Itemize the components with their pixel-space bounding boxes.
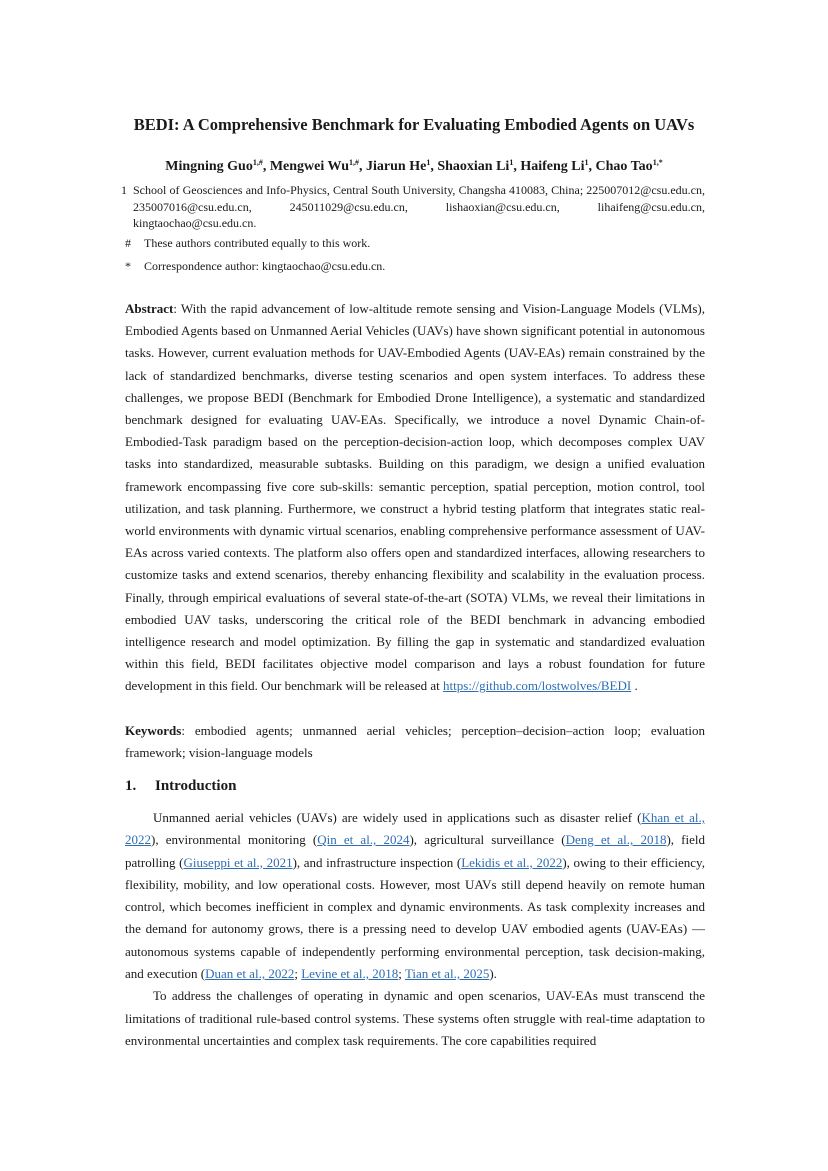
equal-contribution-note	[125, 235, 705, 251]
note-text: These authors contributed equally to this work.	[144, 236, 371, 250]
author-list	[100, 153, 728, 177]
note-mark: *	[125, 259, 131, 273]
citation-link[interactable]: Levine et al., 2018	[301, 966, 399, 982]
keywords-text: : embodied agents; unmanned aerial vehicles; perception–decision–action loop; evaluation framework; vision-language models	[125, 723, 705, 760]
repository-link[interactable]: https://github.com/lostwolves/BEDI	[443, 678, 632, 694]
citation-link[interactable]: Tian et al., 2025	[404, 966, 490, 982]
author: Jiarun He$^1$,	[366, 158, 438, 174]
author: Shaoxian Li$^1$,	[437, 158, 521, 174]
citation-link[interactable]: Lekidis et al., 2022	[461, 854, 563, 870]
affiliation	[121, 182, 705, 232]
author: Haifeng Li$^1$,	[520, 158, 596, 174]
author: Mingning Guo$^{1,\#}$,	[165, 158, 270, 174]
section-title: Introduction	[155, 778, 237, 794]
keywords-label: Keywords	[125, 723, 182, 738]
correspondence-note	[125, 258, 705, 274]
citation-link[interactable]: Duan et al., 2022	[205, 966, 295, 982]
affiliation-text: School of Geosciences and Info-Physics, Central South University, Changsha 410083, China; 225007012@csu.edu.cn, 235007016@csu.edu.cn, 245011029@csu.edu.cn, lishaoxian@csu.edu.cn, lihaifeng@csu.edu.cn, kingtaochao@csu.edu.cn.	[133, 183, 705, 230]
citation-link[interactable]: Giuseppi et al., 2021	[183, 854, 293, 870]
paragraph: Unmanned aerial vehicles (UAVs) are widely used in applications such as disaster relief (Khan et al., 2022), environmental monitoring (Qin et al., 2024), agricultural surveillance (Deng et al., 2018), field patrolling (Giuseppi et al., 2021), and infrastructure inspection (Lekidis et al., 2022), owing to their efficiency, flexibility, mobility, and low operational costs. However, most UAVs still depend heavily on remote human control, which becomes inefficient in complex and dynamic environments. As task complexity increases and the demand for autonomy grows, there is a pressing need to develop UAV embodied agents (UAV-EAs) — autonomous systems capable of independently performing environmental perception, task decision-making, and execution (Duan et al., 2022; Levine et al., 2018; Tian et al., 2025).	[125, 810, 706, 982]
abstract: Abstract: With the rapid advancement of low-altitude remote sensing and Vision-Language Models (VLMs), Embodied Agents based on Unmanned Aerial Vehicles (UAVs) have shown significant potential in autonomous tasks. However, current evaluation methods for UAV-Embodied Agents (UAV-EAs) remain constrained by the lack of standardized benchmarks, diverse testing scenarios and open system interfaces. To address these challenges, we propose BEDI (Benchmark for Embodied Drone Intelligence), a systematic and standardized benchmark designed for evaluating UAV-EAs. Specifically, we introduce a novel Dynamic Chain-of-Embodied-Task paradigm based on the perception-decision-action loop, which decomposes complex UAV tasks into standardized, measurable subtasks. Building on this paradigm, we design a unified evaluation framework encompassing five core sub-skills: semantic perception, spatial perception, motion control, tool utilization, and task planning. Furthermore, we construct a hybrid testing platform that integrates static real-world environments with dynamic virtual scenarios, enabling comprehensive performance assessment of UAV-EAs across varied contexts. The platform also offers open and standardized interfaces, allowing researchers to customize tasks and extend scenarios, thereby enhancing flexibility and scalability in the evaluation process. Finally, through empirical evaluations of several state-of-the-art (SOTA) VLMs, we reveal their limitations in embodied UAV tasks, underscoring the critical role of the BEDI benchmark in advancing embodied intelligence research and model optimization. By filling the gap in systematic and standardized evaluation within this field, BEDI facilitates objective model comparison and lays a robust foundation for future development in this field. Our benchmark will be released at https://github.com/lostwolves/BEDI .	[125, 301, 705, 694]
section-number: 1.	[125, 778, 137, 794]
citation-link[interactable]: Qin et al., 2024	[317, 832, 410, 848]
paragraph: To address the challenges of operating in dynamic and open scenarios, UAV-EAs must transcend the limitations of traditional rule-based control systems. These systems often struggle with real-time adaptation to environmental uncertainties and complex task requirements. The core capabilities required	[125, 988, 705, 1048]
abstract-label: Abstract	[125, 301, 174, 316]
affiliation-number: 1	[121, 183, 127, 197]
section-heading	[125, 775, 236, 797]
citation-link[interactable]: Khan et al., 2022	[125, 810, 705, 848]
author: Mengwei $Wu^{1,\#}$,	[269, 158, 367, 174]
note-text: Correspondence author: kingtaochao@csu.edu.cn.	[144, 259, 386, 273]
author: Chao Tao$^{1,*}$	[595, 158, 663, 174]
abstract-text: : With the rapid advancement of low-altitude remote sensing and Vision-Language Models (VLMs), Embodied Agents based on Unmanned Aerial Vehicles (UAVs) have shown significant potential in autonomous tasks. However, current evaluation methods for UAV-Embodied Agents (UAV-EAs) remain constrained by the lack of standardized benchmarks, diverse testing scenarios and open system interfaces. To address these challenges, we propose BEDI (Benchmark for Embodied Drone Intelligence), a systematic and standardized benchmark designed for evaluating UAV-EAs. Specifically, we introduce a novel Dynamic Chain-of-Embodied-Task paradigm based on the perception-decision-action loop, which decomposes complex UAV tasks into standardized, measurable subtasks. Building on this paradigm, we design a unified evaluation framework encompassing five core sub-skills: semantic perception, spatial perception, motion control, tool utilization, and task planning. Furthermore, we construct a hybrid testing platform that integrates static real-world environments with dynamic virtual scenarios, enabling comprehensive performance assessment of UAV-EAs across varied contexts. The platform also offers open and standardized interfaces, allowing researchers to customize tasks and extend scenarios, thereby enhancing flexibility and scalability in the evaluation process. Finally, through empirical evaluations of several state-of-the-art (SOTA) VLMs, we reveal their limitations in embodied UAV tasks, underscoring the critical role of the BEDI benchmark in advancing embodied intelligence research and model optimization. By filling the gap in systematic and standardized evaluation within this field, BEDI facilitates objective model comparison and lays a robust foundation for future development in this field. Our benchmark will be released at	[125, 301, 705, 694]
paper-title: BEDI: A Comprehensive Benchmark for Evaluating Embodied Agents on UAVs	[133, 115, 695, 134]
citation-link[interactable]: Deng et al., 2018	[565, 832, 667, 848]
introduction-body	[125, 807, 705, 1052]
note-mark: #	[125, 236, 131, 250]
keywords	[125, 720, 705, 764]
